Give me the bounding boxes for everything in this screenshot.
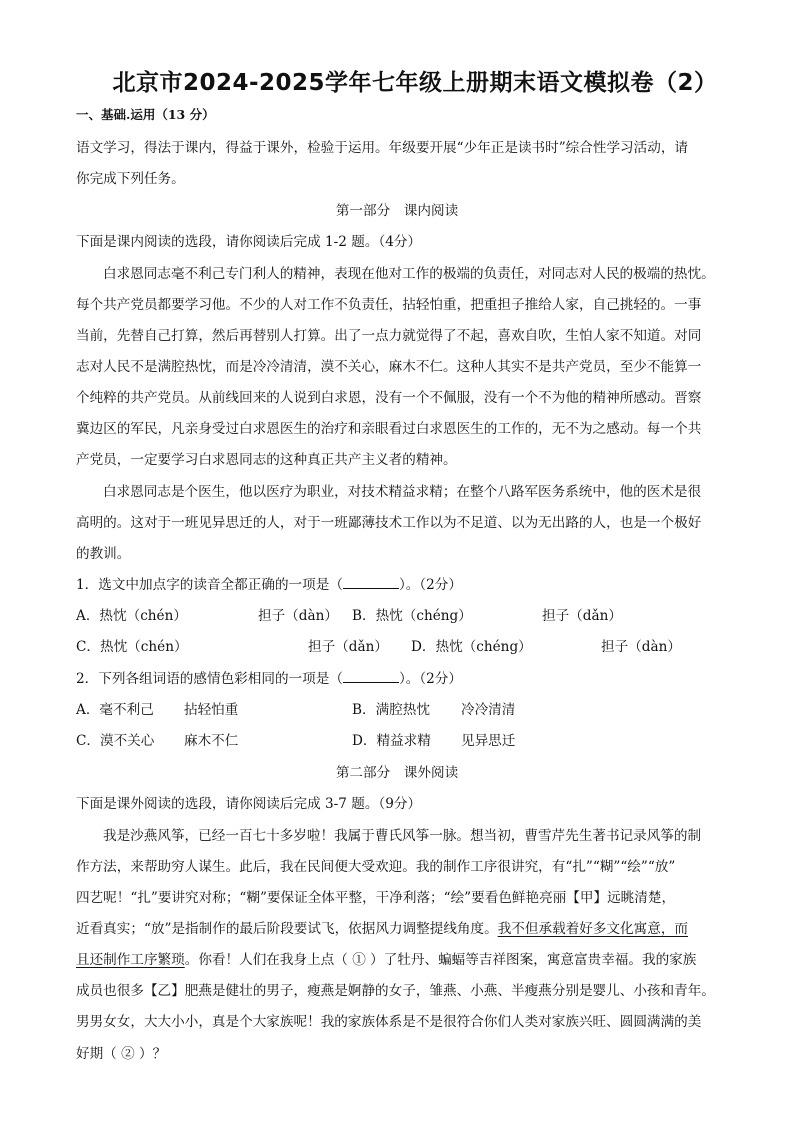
passage3-line: 男男女女，大大小小，真是个大家族呢！我的家族体系是不是很符合你们人类对家族兴旺、圆圆满满的美 [76, 1014, 702, 1030]
q1-option-b: B．热忱（chéng） [352, 608, 472, 624]
passage2-line: 高明的。这对于一班见异思迁的人，对于一班鄙薄技术工作以为不足道、以为无出路的人，也是一个极好 [76, 515, 702, 531]
passage2-line: 的教训。 [76, 546, 131, 562]
q1-option-d: D．热忱（chéng） [411, 639, 532, 655]
passage3-text: 。你看！人们在我身上点（ ① ）了牡丹、蝙蝠等吉祥图案，寓意富贵幸福。我的家族 [184, 952, 697, 968]
part1-instruction: 下面是课内阅读的选段，请你阅读后完成 1-2 题。（4分） [76, 234, 422, 250]
page-title: 北京市2024-2025学年七年级上册期末语文模拟卷（2） [112, 70, 718, 96]
underlined-sentence: 且还制作工序繁琐 [76, 952, 185, 968]
passage1-line: 白求恩同志毫不利己专门利人的精神，表现在他对工作的极端的负责任，对同志对人民的极端的热忱。 [103, 266, 715, 282]
passage1-line: 个纯粹的共产党员。从前线回来的人说到白求恩，没有一个不佩服，没有一个不为他的精神所感动。晋察 [76, 390, 702, 406]
q1-option-b-second: 担子（dǎn） [542, 608, 622, 624]
passage1-line: 每个共产党员都要学习他。不少的人对工作不负责任，拈轻怕重，把重担子推给人家，自己挑轻的。一事 [76, 297, 702, 313]
part2-instruction: 下面是课外阅读的选段，请你阅读后完成 3-7 题。（9分） [76, 796, 422, 812]
question-1-stem-text: 1．选文中加点字的读音全都正确的一项是（ [76, 577, 343, 593]
q1-option-c-second: 担子（dǎn） [308, 639, 388, 655]
q2-option-a-second: 拈轻怕重 [184, 702, 239, 718]
question-1-stem [76, 573, 462, 593]
passage3-line: 四艺呢！“扎”要讲究对称；“糊”要保证全体平整，干净利落；“绘”要看色鲜艳亮丽【甲】远眺清楚， [76, 890, 676, 906]
passage1-line: 冀边区的军民，凡亲身受过白求恩医生的治疗和亲眼看过白求恩医生的工作的，无不为之感动。每一个共 [76, 421, 702, 437]
q1-option-d-second: 担子（dàn） [601, 639, 681, 655]
answer-blank[interactable] [343, 575, 399, 589]
question-2-stem [76, 667, 462, 687]
passage3-line: 好期（ ② ）？ [76, 1046, 167, 1062]
intro-line-1: 语文学习，得法于课内，得益于课外，检验于运用。年级要开展“少年正是读书时”综合性学习活动，请 [76, 140, 689, 156]
passage3-line [76, 948, 696, 968]
q2-option-b-second: 冷冷清清 [461, 702, 516, 718]
question-2-stem-text: 2．下列各组词语的感情色彩相同的一项是（ [76, 671, 343, 687]
q1-option-c: C．热忱（chén） [76, 639, 188, 655]
passage3-line: 成员也很多【乙】肥燕是健壮的男子，瘦燕是婀静的女子，雏燕、小燕、半瘦燕分别是婴儿、小孩和青年。 [76, 983, 715, 999]
question-2-stem-end: ）。（2分） [398, 671, 462, 687]
passage1-line: 当前，先替自己打算，然后再替别人打算。出了一点力就觉得了不起，喜欢自吹，生怕人家不知道。对同 [76, 328, 702, 344]
part2-title: 第二部分 课外阅读 [335, 765, 459, 781]
q1-option-a: A．热忱（chén） [76, 608, 187, 624]
passage1-line: 产党员，一定要学习白求恩同志的这种真正共产主义者的精神。 [76, 452, 457, 468]
question-1-stem-end: ）。（2分） [398, 577, 462, 593]
q2-option-d: D．精益求精 [352, 733, 431, 749]
passage3-line [76, 917, 688, 937]
passage3-line: 作方法，来帮助穷人谋生。此后，我在民间便大受欢迎。我的制作工序很讲究，有“扎”“糊”“绘”“放” [76, 859, 676, 875]
passage1-line: 志对人民不是满腔热忱，而是冷冷清清，漠不关心，麻木不仁。这种人其实不是共产党员，至少不能算一 [76, 359, 702, 375]
underlined-sentence: 我不但承载着好多文化寓意，而 [497, 921, 689, 937]
section-heading: 一、基础.运用（13 分） [76, 107, 215, 122]
q1-option-a-second: 担子（dàn） [258, 608, 338, 624]
q2-option-d-second: 见异思迁 [461, 733, 516, 749]
q2-option-c-second: 麻木不仁 [184, 733, 239, 749]
part1-title: 第一部分 课内阅读 [335, 203, 459, 219]
intro-line-2: 你完成下列任务。 [76, 171, 185, 187]
q2-option-a: A．毫不利己 [76, 702, 154, 718]
passage2-line: 白求恩同志是个医生，他以医疗为职业，对技术精益求精；在整个八路军医务系统中，他的医术是很 [103, 484, 702, 500]
passage3-text: 近看真实；“放”是指制作的最后阶段要试飞，依据风力调整提线角度。 [76, 921, 498, 937]
q2-option-b: B．满腔热忱 [352, 702, 430, 718]
q2-option-c: C．漠不关心 [76, 733, 155, 749]
answer-blank[interactable] [343, 669, 399, 683]
passage3-line: 我是沙燕风筝，已经一百七十多岁啦！我属于曹氏风筝一脉。想当初，曹雪芹先生著书记录风筝的制 [103, 828, 702, 844]
